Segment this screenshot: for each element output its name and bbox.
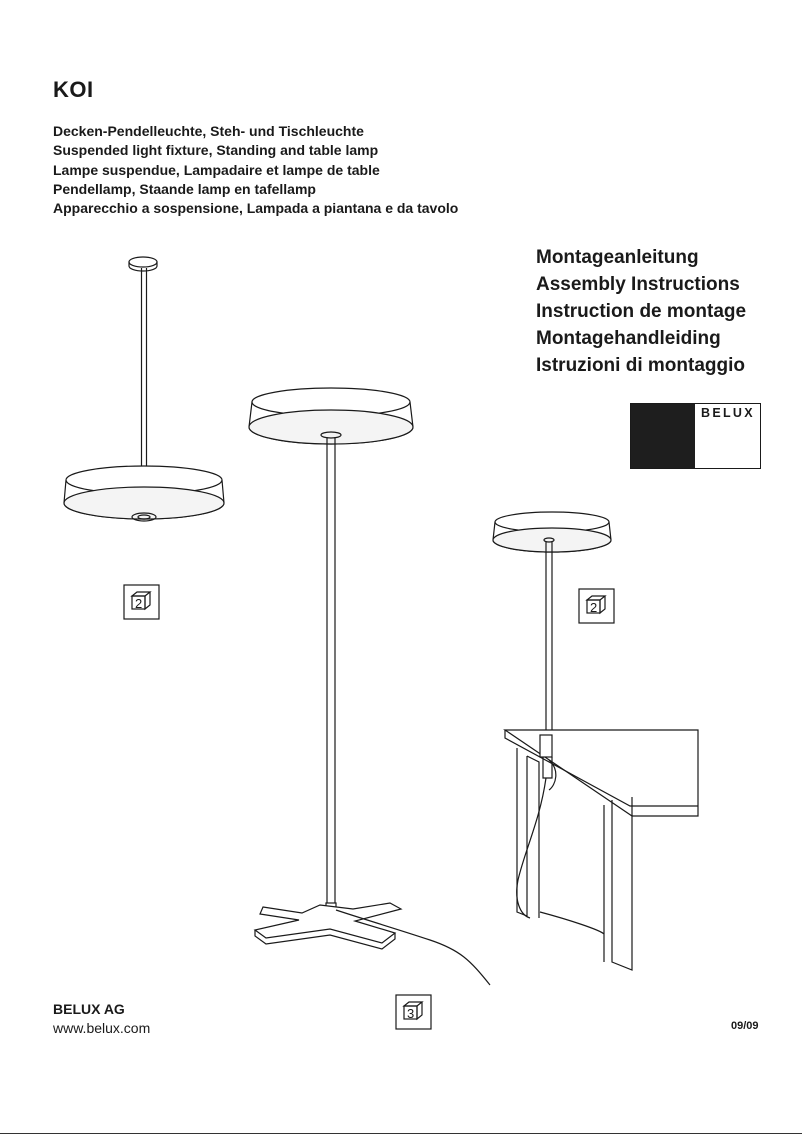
subtitle-it: Apparecchio a sospensione, Lampada a piantana e da tavolo: [53, 200, 459, 217]
instructions-en: Assembly Instructions: [536, 274, 740, 295]
document-date: 09/09: [731, 1020, 759, 1032]
instructions-nl: Montagehandleiding: [536, 328, 721, 349]
company-website: www.belux.com: [53, 1020, 151, 1036]
subtitle-de: Decken-Pendelleuchte, Steh- und Tischleuchte: [53, 123, 364, 139]
floor-lamp-illustration: [249, 388, 490, 985]
instructions-fr: Instruction de montage: [536, 301, 747, 322]
document-title: KOI: [53, 77, 94, 102]
table-package-count: 2: [590, 600, 598, 615]
subtitle-fr: Lampe suspendue, Lampadaire et lampe de table: [53, 161, 380, 178]
instructions-de: Montageanleitung: [536, 247, 699, 268]
subtitle-en: Suspended light fixture, Standing and table lamp: [53, 142, 379, 159]
pendant-lamp-illustration: [64, 257, 224, 521]
company-name: BELUX AG: [53, 1001, 125, 1017]
bottom-rule: [0, 1133, 802, 1134]
pendant-package-count: 2: [135, 596, 143, 611]
logo-text: BELUX: [701, 406, 755, 420]
instructions-it: Istruzioni di montaggio: [536, 355, 745, 376]
subtitle-nl: Pendellamp, Staande lamp en tafellamp: [53, 180, 316, 197]
table-lamp-illustration: [493, 512, 698, 970]
floor-package-count: 3: [407, 1006, 415, 1021]
